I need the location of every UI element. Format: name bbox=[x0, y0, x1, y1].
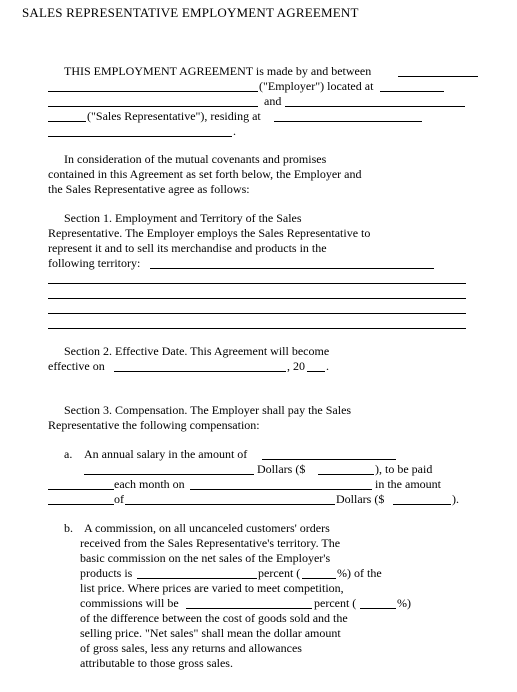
effective-year-blank[interactable] bbox=[307, 371, 325, 372]
commission-of-the: %) of the bbox=[337, 566, 382, 580]
section1-line-3: represent it and to sell its merchandise and products in the bbox=[48, 241, 327, 255]
section1-line-1: Section 1. Employment and Territory of the Sales bbox=[64, 211, 302, 225]
effective-date-blank[interactable] bbox=[114, 371, 286, 372]
salary-in-amount: in the amount bbox=[375, 477, 441, 491]
competition-percent-label: percent ( bbox=[314, 596, 357, 610]
salary-line-1: An annual salary in the amount of bbox=[84, 447, 248, 461]
employer-name-blank-2[interactable] bbox=[48, 91, 258, 92]
commission-line-7: of the difference between the cost of goods sold and the bbox=[80, 611, 348, 625]
salary-amount-words-blank-2[interactable] bbox=[84, 474, 254, 475]
salary-each-month: each month on bbox=[114, 477, 185, 491]
section2-end-period: . bbox=[326, 359, 329, 373]
salary-installment-words-blank-2[interactable] bbox=[125, 504, 335, 505]
salary-marker: a. bbox=[64, 447, 73, 461]
salary-installment-words-blank[interactable] bbox=[48, 504, 114, 505]
employer-label: ("Employer") located at bbox=[259, 79, 374, 93]
commission-products-is: products is bbox=[80, 566, 133, 580]
section1-line-2: Representative. The Employer employs the Sales Representative to bbox=[48, 226, 371, 240]
document-title: SALES REPRESENTATIVE EMPLOYMENT AGREEMENT bbox=[22, 5, 359, 20]
commission-percent-words-blank[interactable] bbox=[137, 578, 257, 579]
employer-address-blank[interactable] bbox=[380, 91, 444, 92]
consideration-line-1: In consideration of the mutual covenants and promises bbox=[64, 152, 327, 166]
territory-line-3[interactable] bbox=[48, 313, 466, 314]
section2-line-1: Section 2. Effective Date. This Agreement will become bbox=[64, 344, 330, 358]
commission-line-10: attributable to those gross sales. bbox=[80, 656, 233, 670]
commission-line-2: received from the Sales Representative's territory. The bbox=[80, 536, 341, 550]
territory-line-2[interactable] bbox=[48, 298, 466, 299]
effective-year-label: , 20 bbox=[287, 359, 305, 373]
salary-dollars-label-2: Dollars ($ bbox=[336, 492, 385, 506]
territory-line-4[interactable] bbox=[48, 328, 466, 329]
salary-pay-day-blank[interactable] bbox=[190, 489, 372, 490]
section2-line-2: effective on bbox=[48, 359, 105, 373]
competition-percent-words-blank[interactable] bbox=[186, 608, 312, 609]
salary-amount-number-blank[interactable] bbox=[318, 474, 374, 475]
employer-address-blank-2[interactable] bbox=[48, 106, 258, 107]
rep-address-blank[interactable] bbox=[274, 121, 422, 122]
commission-will-be: commissions will be bbox=[80, 596, 179, 610]
rep-name-blank[interactable] bbox=[285, 106, 465, 107]
salary-installments-blank[interactable] bbox=[48, 489, 114, 490]
commission-line-1: A commission, on all uncanceled customers' orders bbox=[84, 521, 330, 535]
section1-line-4: following territory: bbox=[48, 256, 141, 270]
commission-percent-number-blank[interactable] bbox=[302, 578, 336, 579]
commission-line-5: list price. Where prices are varied to meet competition, bbox=[80, 581, 344, 595]
competition-percent-number-blank[interactable] bbox=[360, 608, 396, 609]
commission-line-9: of gross sales, less any returns and allowances bbox=[80, 641, 302, 655]
commission-line-3: basic commission on the net sales of the Employer's bbox=[80, 551, 331, 565]
salary-installment-number-blank[interactable] bbox=[393, 504, 451, 505]
intro-end-period: . bbox=[233, 124, 236, 138]
territory-blank[interactable] bbox=[150, 268, 434, 269]
commission-percent-label: percent ( bbox=[258, 566, 301, 580]
section3-line-1: Section 3. Compensation. The Employer shall pay the Sales bbox=[64, 403, 352, 417]
salary-dollars-label: Dollars ($ bbox=[257, 462, 306, 476]
salary-amount-words-blank[interactable] bbox=[262, 459, 396, 460]
consideration-line-2: contained in this Agreement as set forth below, the Employer and bbox=[48, 167, 362, 181]
commission-marker: b. bbox=[64, 521, 73, 535]
salary-close: ). bbox=[452, 492, 459, 506]
intro-line-1: THIS EMPLOYMENT AGREEMENT is made by and between bbox=[64, 64, 372, 78]
section3-line-2: Representative the following compensation: bbox=[48, 418, 260, 432]
and-label: and bbox=[264, 94, 282, 108]
salary-to-be-paid: ), to be paid bbox=[375, 462, 433, 476]
salary-of-label: of bbox=[114, 492, 124, 506]
rep-label: ("Sales Representative"), residing at bbox=[87, 109, 261, 123]
competition-percent-close: %) bbox=[397, 596, 411, 610]
rep-address-blank-2[interactable] bbox=[48, 136, 232, 137]
commission-line-8: selling price. "Net sales" shall mean the dollar amount bbox=[80, 626, 341, 640]
employer-name-blank[interactable] bbox=[398, 76, 478, 77]
territory-line-1[interactable] bbox=[48, 283, 466, 284]
consideration-line-3: the Sales Representative agree as follows: bbox=[48, 182, 250, 196]
rep-name-blank-2[interactable] bbox=[48, 121, 86, 122]
